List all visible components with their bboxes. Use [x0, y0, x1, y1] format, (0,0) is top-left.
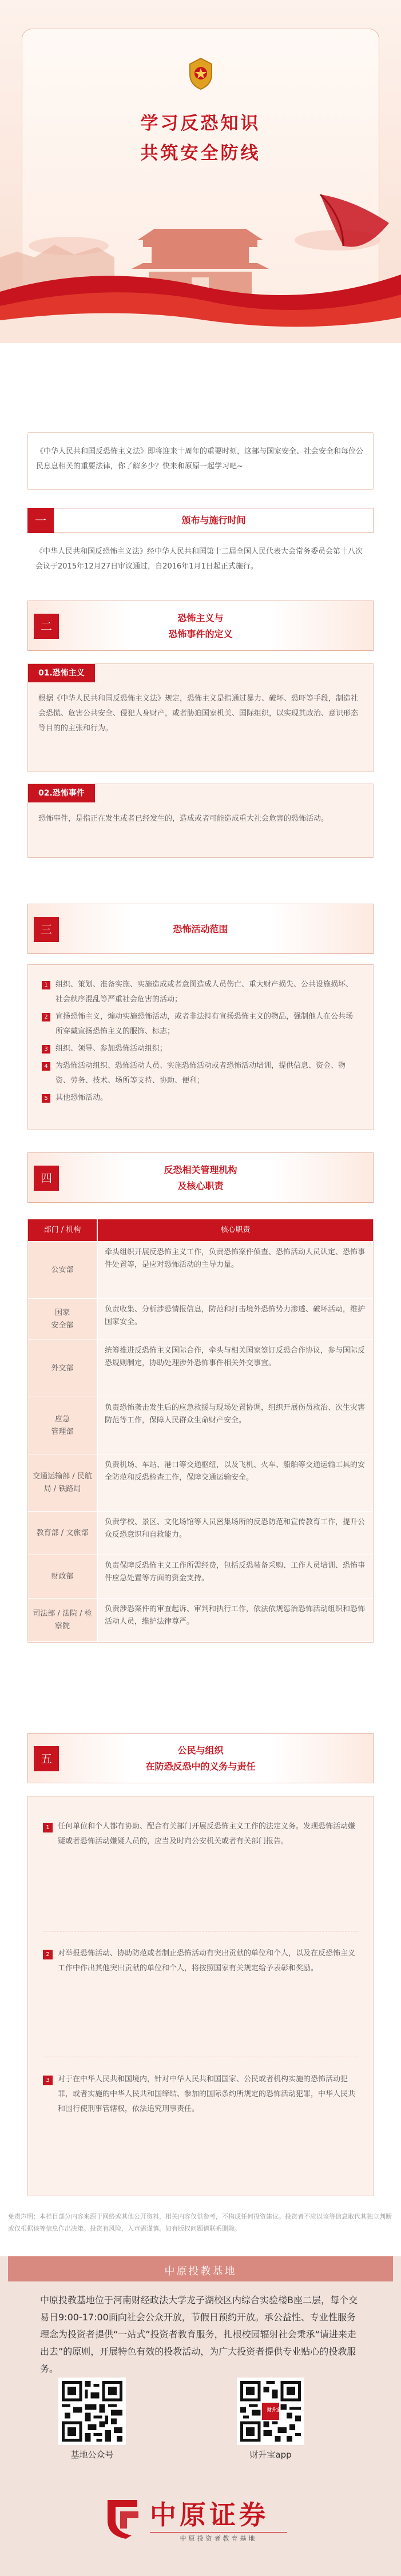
table-cell-agency: 教育部 / 文旅部 — [28, 1512, 97, 1555]
table-cell-agency: 交通运输部 / 民航局 / 铁路局 — [28, 1454, 97, 1511]
header-banner — [0, 0, 401, 343]
definition-card-terrorism — [27, 663, 374, 772]
list-item-number: 1 — [43, 1823, 53, 1832]
table-cell-duty: 负责收集、分析涉恐情报信息，防范和打击境外恐怖势力渗透、破坏活动，维护国家安全。 — [97, 1299, 373, 1339]
section-4-title-line-2: 及核心职责 — [177, 1180, 224, 1191]
list-item-number: 4 — [42, 1062, 50, 1071]
brand-logo-area — [0, 2478, 401, 2576]
table-row — [28, 1512, 373, 1555]
disclaimer-text: 免责声明：本栏目部分内容来源于网络或其他公开资料，相关内容仅供参考，不构成任何投资建议。投资者不应以该等信息取代其独立判断或仅根据该等信息作出决策。投资有风险，入市需谨慎。如有版权问题请联系删除。 — [8, 2213, 392, 2232]
section-3-title: 恐怖活动范围 — [173, 924, 228, 935]
list-item — [43, 1946, 358, 1976]
intro-paragraph: 《中华人民共和国反恐怖主义法》即将迎来十周年的重要时刻，这部与国家安全、社会安全和每位公民息息相关的重要法律，你了解多少？快来和原原一起学习吧~ — [27, 432, 374, 490]
section-1-number: 一 — [27, 508, 54, 533]
footer-description: 中原投教基地位于河南财经政法大学龙子湖校区内综合实验楼B座二层，每个交易日9:00-17:00面向社会公众开放，节假日预约开放。承公益性、专业性服务理念为投资者提供“一站式”投资者教育服务，扎根校园辐射社会秉承“请进来走出去”的原则，开展特色有效的投教活动，为广大投资者提供专业贴心的投教服务。 — [40, 2295, 358, 2374]
table-cell-duty: 负责保障反恐怖主义工作所需经费，包括反恐装备采购、工作人员培训、恐怖事件应急处置等方面的资金支持。 — [97, 1555, 373, 1598]
section-3-number: 三 — [34, 917, 59, 942]
zhongyuan-logo-icon — [103, 2495, 143, 2541]
table-header-agency: 部门 / 机构 — [28, 1219, 97, 1241]
section-3 — [27, 904, 374, 1132]
table-header-duty: 核心职责 — [97, 1219, 373, 1241]
table-cell-duty: 牵头组织开展反恐怖主义工作，负责恐怖案件侦查、恐怖活动人员认定、恐怖事件处置等，是应对恐怖活动的主导力量。 — [97, 1242, 373, 1298]
tiananmen-scene-illustration — [0, 172, 401, 343]
section-5-title-line-1: 公民与组织 — [177, 1745, 224, 1756]
brand-tagline: 中原投资者教育基地 — [150, 2532, 287, 2545]
activity-scope-list — [27, 964, 374, 1130]
definition-card-terror-event-caption: 02.恐怖事件 — [28, 784, 95, 802]
qr-code-icon — [62, 2381, 122, 2442]
table-cell-duty: 负责涉恐案件的审查起诉、审判和执行工作，依法依规惩治恐怖活动组织和恐怖活动人员，维护法律尊严。 — [97, 1599, 373, 1641]
list-item — [43, 2072, 358, 2117]
list-item-text: 为恐怖活动组织、恐怖活动人员、实施恐怖活动或者恐怖活动培训，提供信息、资金、物资、劳务、技术、场所等支持、协助、便利； — [55, 1062, 346, 1085]
footer-heading: 中原投教基地 — [164, 2265, 237, 2277]
section-2-title — [62, 610, 339, 642]
qr-caption-app: 财升宝app — [249, 2450, 292, 2460]
table-cell-duty: 负责学校、景区、文化场馆等人员密集场所的反恐防范和宣传教育工作，提升公众反恐意识和自救能力。 — [97, 1512, 373, 1555]
definition-card-terror-event-text: 恐怖事件，是指正在发生或者已经发生的，造成或者可能造成重大社会危害的恐怖活动。 — [38, 814, 329, 823]
header-title — [0, 109, 401, 168]
table-cell-agency: 国家 安全部 — [28, 1299, 97, 1339]
table-cell-agency: 司法部 / 法院 / 检察院 — [28, 1599, 97, 1641]
police-emblem-icon — [186, 57, 215, 90]
table-cell-duty: 负责恐怖袭击发生后的应急救援与现场处置协调，组织开展伤员救治、次生灾害防范等工作，保障人民群众生命财产安全。 — [97, 1397, 373, 1454]
table-row — [28, 1555, 373, 1599]
section-2-title-line-2: 恐怖事件的定义 — [168, 629, 233, 639]
table-row — [28, 1242, 373, 1299]
list-item — [42, 1091, 359, 1106]
section-5-title — [62, 1743, 339, 1775]
section-4-title — [62, 1162, 339, 1194]
table-cell-agency: 应急 管理部 — [28, 1397, 97, 1454]
table-row — [28, 1454, 373, 1512]
list-item — [43, 1819, 358, 1849]
section-1-text: 《中华人民共和国反恐怖主义法》经中华人民共和国第十二届全国人民代表大会常务委员会第十八次会议于2015年12月27日审议通过，自2016年1月1日起正式施行。 — [35, 547, 363, 571]
definition-card-terror-event — [27, 784, 374, 858]
app-qr-badge: 财升宝 — [267, 2407, 281, 2412]
table-cell-duty: 负责机场、车站、港口等交通枢纽，以及飞机、火车、船舶等交通运输工具的安全防范和反恐检查工作，保障交通运输安全。 — [97, 1454, 373, 1511]
list-item-number: 2 — [43, 1950, 53, 1959]
section-3-banner — [27, 904, 374, 954]
header-title-line-1: 学习反恐知识 — [140, 113, 261, 134]
list-item-text: 任何单位和个人都有协助、配合有关部门开展反恐怖主义工作的法定义务。发现恐怖活动嫌疑或者恐怖活动嫌疑人员的，应当及时向公安机关或者有关部门报告。 — [58, 1822, 356, 1846]
table-row — [28, 1299, 373, 1340]
table-row — [28, 1397, 373, 1454]
list-item-number: 2 — [42, 1013, 50, 1021]
list-item-text: 宣扬恐怖主义，煽动实施恐怖活动，或者非法持有宣扬恐怖主义的物品，强制他人在公共场所穿戴宣扬恐怖主义的服饰、标志； — [55, 1012, 354, 1036]
list-item — [42, 1041, 359, 1056]
list-item-text: 组织、领导、参加恐怖活动组织； — [55, 1044, 168, 1053]
footer — [0, 2256, 401, 2576]
section-5 — [27, 1733, 374, 2202]
section-5-title-line-2: 在防恐反恐中的义务与责任 — [145, 1761, 256, 1772]
table-cell-agency: 财政部 — [28, 1555, 97, 1598]
section-2-title-line-1: 恐怖主义与 — [177, 613, 224, 623]
section-5-banner — [27, 1733, 374, 1783]
list-item-number: 3 — [43, 2076, 53, 2085]
table-row — [28, 1340, 373, 1397]
section-2-banner — [27, 601, 374, 651]
definition-card-terrorism-caption: 01.恐怖主义 — [28, 664, 95, 682]
list-item-number: 3 — [42, 1045, 50, 1054]
table-cell-duty: 统筹推进反恐怖主义国际合作，牵头与相关国家签订反恐合作协议，参与国际反恐规则制定，协助处理涉外恐怖事件相关外交事宜。 — [97, 1340, 373, 1397]
agency-table — [27, 1219, 374, 1643]
section-1 — [27, 508, 374, 571]
section-4-title-line-1: 反恐相关管理机构 — [164, 1164, 237, 1175]
header-title-line-2: 共筑安全防线 — [140, 143, 261, 164]
section-5-number: 五 — [34, 1746, 59, 1771]
table-cell-agency: 外交部 — [28, 1340, 97, 1397]
section-2-number: 二 — [34, 614, 59, 639]
section-1-title: 颁布与施行时间 — [181, 515, 246, 526]
list-item-text: 对举报恐怖活动、协助防范或者制止恐怖活动有突出贡献的单位和个人，以及在反恐怖主义工作中作出其他突出贡献的单位和个人，将按照国家有关规定给予表彰和奖励。 — [58, 1949, 356, 1973]
qr-code-app[interactable] — [237, 2378, 304, 2445]
list-item-text: 组织、策划、准备实施、实施造成或者意图造成人员伤亡、重大财产损失、公共设施损坏、社会秩序混乱等严重社会危害的活动； — [55, 980, 354, 1004]
list-item-text: 对于在中华人民共和国境内，针对中华人民共和国国家、公民或者机构实施的恐怖活动犯罪，或者实施的中华人民共和国缔结、参加的国际条约所规定的恐怖活动犯罪，中华人民共和国行使刑事管辖权，依法追究刑事责任。 — [58, 2075, 356, 2113]
list-item — [42, 1009, 359, 1039]
section-4 — [27, 1152, 374, 1696]
list-item-text: 其他恐怖活动。 — [55, 1094, 108, 1102]
qr-code-official-account[interactable] — [58, 2378, 126, 2445]
list-item-number: 1 — [42, 981, 50, 989]
brand-name: 中原证券 — [150, 2499, 269, 2530]
table-header-row — [28, 1219, 373, 1242]
section-4-number: 四 — [34, 1166, 59, 1191]
section-4-banner — [27, 1152, 374, 1203]
qr-caption-official-account: 基地公众号 — [70, 2450, 114, 2460]
section-2 — [27, 601, 374, 898]
duties-list — [27, 1796, 374, 2196]
table-row — [28, 1599, 373, 1642]
list-item-number: 5 — [42, 1094, 50, 1103]
definition-card-terrorism-text: 根据《中华人民共和国反恐怖主义法》规定，恐怖主义是指通过暴力、破坏、恐吓等手段，制造社会恐慌、危害公共安全、侵犯人身财产，或者胁迫国家机关、国际组织，以实现其政治、意识形态等目的的主张和行为。 — [38, 694, 359, 733]
list-item — [42, 1059, 359, 1088]
section-1-banner — [27, 508, 374, 533]
list-item — [42, 977, 359, 1007]
table-cell-agency: 公安部 — [28, 1242, 97, 1298]
